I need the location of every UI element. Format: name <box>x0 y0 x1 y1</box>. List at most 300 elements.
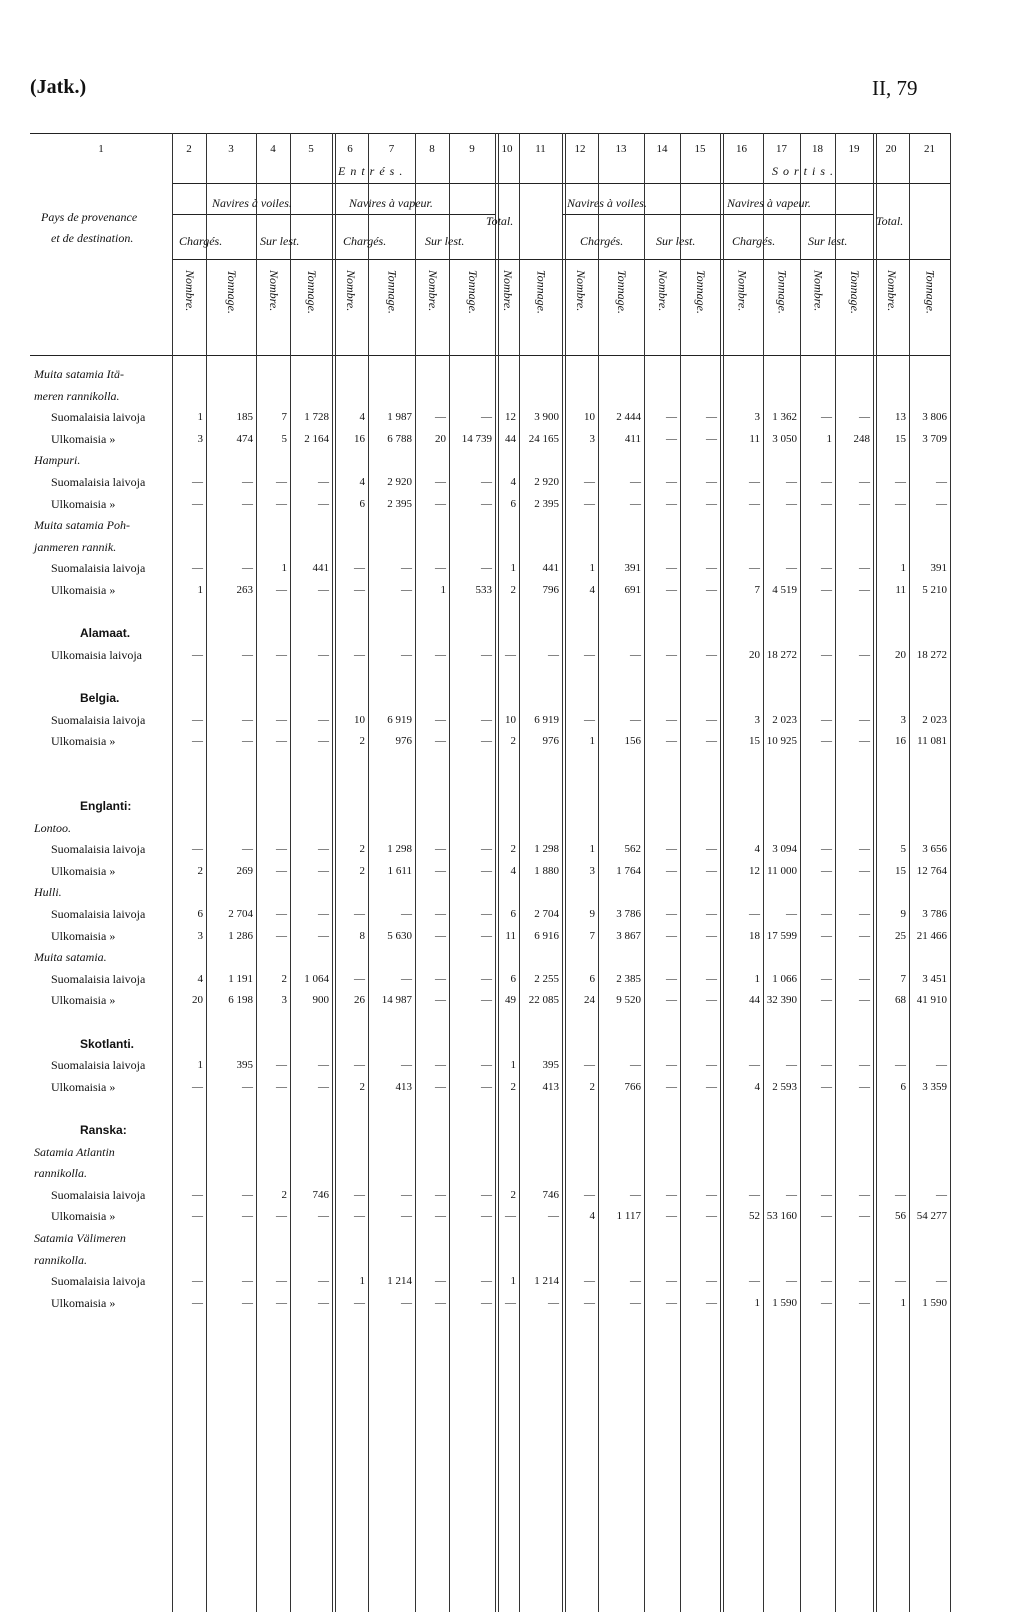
cell-col-10: 4 <box>510 864 516 877</box>
column-number-16: 16 <box>736 143 747 155</box>
section-subtitle: Satamia Välimeren <box>34 1231 126 1245</box>
cell-col-14: — <box>666 1188 677 1201</box>
rule-under-sub-in <box>172 214 495 215</box>
cell-col-6: 8 <box>359 929 365 942</box>
cell-col-16: 52 <box>749 1210 760 1223</box>
section-subtitle: Satamia Atlantin <box>34 1144 115 1159</box>
cell-col-16: — <box>749 1188 760 1201</box>
cell-col-11: 3 900 <box>534 411 559 424</box>
cell-col-19: — <box>859 497 870 510</box>
subgroup-sail-in: Navires à voiles. <box>212 196 292 210</box>
vertical-label-12: Tonnage. <box>615 270 629 314</box>
cell-col-5: — <box>318 735 329 748</box>
cell-col-18: — <box>821 908 832 920</box>
cell-col-7: — <box>401 908 412 920</box>
cell-col-7: 976 <box>395 735 412 748</box>
country-heading: Englanti: <box>80 799 132 813</box>
cell-col-5: — <box>318 1296 329 1309</box>
cell-col-7: 6 788 <box>387 432 412 445</box>
cell-col-7: — <box>401 1210 412 1223</box>
cell-col-7: 14 987 <box>381 994 412 1007</box>
cell-col-6: 16 <box>354 432 365 445</box>
cell-col-4: — <box>276 648 287 661</box>
cell-col-6: — <box>354 1210 365 1223</box>
cell-col-11: 2 920 <box>534 476 559 488</box>
cell-col-18: — <box>821 929 832 942</box>
cell-col-12: 1 <box>589 843 595 856</box>
label-sur-lest-1: Sur lest. <box>260 234 300 248</box>
label-sur-lest-3: Sur lest. <box>656 234 696 248</box>
label-sur-lest-2: Sur lest. <box>425 234 465 248</box>
cell-col-9: — <box>481 908 492 920</box>
cell-col-21: 21 466 <box>916 929 947 942</box>
cell-col-14: — <box>666 584 677 596</box>
cell-col-6: 26 <box>354 994 365 1007</box>
cell-col-2: — <box>192 1275 203 1288</box>
cell-col-17: 1 590 <box>772 1296 797 1309</box>
cell-col-15: — <box>706 562 717 575</box>
cell-col-12: — <box>584 1188 595 1201</box>
rule-under-groups <box>172 183 950 184</box>
cell-col-3: 185 <box>236 411 253 424</box>
subgroup-total-out: Total. <box>876 214 904 228</box>
cell-col-15: — <box>706 908 717 920</box>
row-label: Ulkomaisia » <box>51 734 116 749</box>
row-label: Ulkomaisia » <box>51 1209 116 1224</box>
cell-col-11: 976 <box>542 735 559 748</box>
cell-col-7: 1 214 <box>387 1275 412 1288</box>
cell-col-13: 156 <box>624 735 641 748</box>
cell-col-13: — <box>630 1296 641 1309</box>
cell-col-15: — <box>706 843 717 856</box>
cell-col-7: 1 611 <box>387 864 412 877</box>
rule-header-end <box>30 355 950 356</box>
cell-col-17: 18 272 <box>766 648 797 661</box>
cell-col-19: — <box>859 584 870 596</box>
cell-col-9: — <box>481 1296 492 1309</box>
row-label: Ulkomaisia » <box>51 583 116 597</box>
cell-col-17: 17 599 <box>766 929 797 942</box>
cell-col-17: 2 593 <box>772 1080 797 1093</box>
cell-col-2: 3 <box>197 432 203 445</box>
cell-col-17: 32 390 <box>766 994 797 1007</box>
cell-col-17: 11 000 <box>767 864 797 877</box>
cell-col-2: 1 <box>197 584 203 596</box>
cell-col-5: 2 164 <box>304 432 329 445</box>
cell-col-9: — <box>481 648 492 661</box>
cell-col-11: 1 298 <box>534 843 559 856</box>
country-heading: Alamaat. <box>80 626 131 641</box>
column-number-9: 9 <box>469 143 475 155</box>
cell-col-18: — <box>821 648 832 661</box>
vertical-label-2: Tonnage. <box>225 270 239 314</box>
cell-col-10: 6 <box>510 908 516 920</box>
cell-col-20: 7 <box>900 972 906 985</box>
cell-col-11: 24 165 <box>528 432 559 445</box>
cell-col-9: — <box>481 476 492 488</box>
cell-col-9: — <box>481 713 492 726</box>
cell-col-4: 2 <box>281 972 287 985</box>
cell-col-21: — <box>936 1059 947 1072</box>
row-label: Ulkomaisia » <box>51 496 116 511</box>
cell-col-10: 1 <box>510 1059 516 1072</box>
cell-col-10: 12 <box>505 411 516 424</box>
cell-col-19: — <box>859 1210 870 1223</box>
cell-col-6: 4 <box>359 476 365 488</box>
cell-col-15: — <box>706 929 717 942</box>
cell-col-5: 900 <box>312 994 329 1007</box>
cell-col-17: — <box>786 1275 797 1288</box>
col-rule-21 <box>950 133 951 1612</box>
row-label: Suomalaisia laivoja <box>51 1274 146 1289</box>
cell-col-3: — <box>242 713 253 726</box>
cell-col-2: 4 <box>197 972 203 985</box>
cell-col-15: — <box>706 972 717 985</box>
cell-col-8: — <box>435 994 446 1007</box>
cell-col-5: 746 <box>312 1188 329 1201</box>
cell-col-15: — <box>706 735 717 748</box>
cell-col-21: 18 272 <box>916 648 947 661</box>
cell-col-2: — <box>192 562 203 575</box>
label-charges-3: Chargés. <box>580 234 624 248</box>
cell-col-11: 413 <box>542 1080 559 1093</box>
vertical-label-17: Nombre. <box>811 270 826 312</box>
cell-col-4: — <box>276 476 287 488</box>
label-charges-4: Chargés. <box>732 234 776 248</box>
cell-col-20: 11 <box>895 584 906 596</box>
cell-col-13: — <box>630 1059 641 1072</box>
cell-col-21: 11 081 <box>917 735 947 748</box>
cell-col-12: 10 <box>584 411 595 424</box>
cell-col-11: 796 <box>542 584 559 596</box>
cell-col-12: 1 <box>589 735 595 748</box>
cell-col-9: — <box>481 994 492 1007</box>
rule-under-sub-out <box>562 214 873 215</box>
cell-col-5: — <box>318 1210 329 1223</box>
cell-col-2: 1 <box>197 411 203 424</box>
cell-col-4: — <box>276 1059 287 1072</box>
cell-col-7: 2 920 <box>387 476 412 488</box>
cell-col-20: 9 <box>900 908 906 920</box>
cell-col-3: — <box>242 735 253 748</box>
cell-col-2: — <box>192 713 203 726</box>
vertical-label-13: Nombre. <box>656 270 670 312</box>
cell-col-9: — <box>481 1188 492 1201</box>
cell-col-17: — <box>786 908 797 920</box>
cell-col-14: — <box>666 1210 677 1223</box>
cell-col-5: — <box>318 1059 329 1072</box>
cell-col-5: 1 064 <box>304 972 329 985</box>
cell-col-2: — <box>192 476 203 488</box>
cell-col-6: — <box>354 1188 365 1201</box>
cell-col-15: — <box>706 1210 717 1223</box>
cell-col-14: — <box>666 1275 677 1288</box>
cell-col-17: 3 094 <box>772 843 797 856</box>
cell-col-3: 395 <box>236 1059 253 1072</box>
cell-col-17: — <box>786 497 797 510</box>
cell-col-12: 9 <box>589 908 595 920</box>
cell-col-11: 6 916 <box>534 929 559 942</box>
label-charges-2: Chargés. <box>343 234 387 248</box>
cell-col-6: 2 <box>359 735 365 748</box>
cell-col-6: 1 <box>359 1275 365 1288</box>
column-number-12: 12 <box>574 143 586 155</box>
cell-col-18: — <box>821 972 832 985</box>
cell-col-17: — <box>786 1059 797 1072</box>
row-label: Suomalaisia laivoja <box>51 410 146 425</box>
cell-col-14: — <box>666 929 677 942</box>
cell-col-5: 1 728 <box>304 411 329 424</box>
cell-col-14: — <box>666 843 677 856</box>
cell-col-14: — <box>666 562 677 575</box>
cell-col-18: — <box>821 584 832 596</box>
column-number-1: 1 <box>98 143 104 155</box>
cell-col-10: — <box>505 1296 516 1309</box>
cell-col-8: — <box>435 476 446 488</box>
cell-col-4: 7 <box>281 411 287 424</box>
cell-col-18: — <box>821 1188 832 1201</box>
cell-col-16: 1 <box>754 972 760 985</box>
cell-col-16: — <box>749 497 760 510</box>
cell-col-6: — <box>354 1296 365 1309</box>
cell-col-15: — <box>706 864 717 877</box>
row-label-header-1: Pays de provenance <box>41 210 138 224</box>
cell-col-17: 10 925 <box>766 735 797 748</box>
cell-col-16: — <box>749 1059 760 1072</box>
cell-col-10: 4 <box>510 476 516 488</box>
column-number-21: 21 <box>924 143 935 155</box>
cell-col-10: 2 <box>510 1188 516 1201</box>
cell-col-15: — <box>706 1059 717 1072</box>
cell-col-8: — <box>435 648 446 661</box>
cell-col-4: — <box>276 843 287 856</box>
page-header-left: (Jatk.) <box>30 76 87 98</box>
cell-col-17: 53 160 <box>766 1210 797 1223</box>
vertical-label-1: Nombre. <box>183 270 197 312</box>
cell-col-21: — <box>936 1275 947 1288</box>
cell-col-9: — <box>481 735 492 748</box>
cell-col-6: 6 <box>359 497 365 510</box>
cell-col-2: — <box>192 843 203 856</box>
cell-col-10: 2 <box>510 1080 516 1093</box>
cell-col-8: — <box>435 497 446 510</box>
vertical-label-16: Tonnage. <box>775 270 790 314</box>
cell-col-11: 1 214 <box>534 1275 559 1288</box>
cell-col-7: — <box>401 1188 412 1201</box>
column-number-7: 7 <box>388 143 395 155</box>
cell-col-5: — <box>318 476 329 488</box>
row-label: Ulkomaisia laivoja <box>51 647 142 662</box>
cell-col-13: — <box>630 648 641 661</box>
vertical-label-9: Nombre. <box>501 270 515 312</box>
section-subtitle: Muita satamia Poh- <box>34 518 130 533</box>
cell-col-13: 3 786 <box>616 908 641 920</box>
cell-col-12: 4 <box>589 1210 595 1223</box>
cell-col-8: — <box>435 713 446 726</box>
column-number-15: 15 <box>694 143 706 155</box>
row-label-header-2: et de destination. <box>51 231 134 245</box>
vertical-label-15: Nombre. <box>735 270 750 312</box>
label-sur-lest-4: Sur lest. <box>808 234 848 248</box>
cell-col-5: — <box>318 1275 329 1288</box>
cell-col-11: — <box>548 1296 559 1309</box>
cell-col-13: 2 444 <box>616 411 641 424</box>
column-number-14: 14 <box>656 143 668 155</box>
cell-col-10: — <box>505 648 516 661</box>
cell-col-18: — <box>821 713 832 726</box>
cell-col-20: — <box>895 476 906 488</box>
cell-col-17: 2 023 <box>772 713 797 726</box>
cell-col-2: 2 <box>197 864 203 877</box>
cell-col-7: 1 298 <box>387 843 412 856</box>
cell-col-20: 20 <box>895 648 906 661</box>
cell-col-19: 248 <box>853 432 870 445</box>
cell-col-9: — <box>481 562 492 575</box>
cell-col-21: 1 590 <box>922 1296 947 1309</box>
cell-col-8: 1 <box>440 584 446 596</box>
cell-col-21: 5 210 <box>922 584 947 596</box>
cell-col-14: — <box>666 1080 677 1093</box>
row-label: Ulkomaisia » <box>51 1079 116 1094</box>
cell-col-14: — <box>666 972 677 985</box>
cell-col-3: 474 <box>236 432 253 445</box>
column-number-11: 11 <box>535 143 546 155</box>
cell-col-20: — <box>895 497 906 510</box>
label-charges-1: Chargés. <box>179 234 223 248</box>
cell-col-12: 4 <box>589 584 595 596</box>
cell-col-4: — <box>276 1296 287 1309</box>
cell-col-3: — <box>242 1080 253 1093</box>
cell-col-18: — <box>821 994 832 1007</box>
cell-col-20: — <box>895 1059 906 1072</box>
column-number-3: 3 <box>228 143 234 155</box>
cell-col-3: 263 <box>236 584 253 596</box>
cell-col-4: 5 <box>281 432 287 445</box>
cell-col-14: — <box>666 735 677 748</box>
cell-col-16: — <box>749 908 760 920</box>
cell-col-3: — <box>242 497 253 510</box>
cell-col-7: — <box>401 1059 412 1072</box>
cell-col-13: 691 <box>624 584 641 596</box>
cell-col-14: — <box>666 432 677 445</box>
cell-col-16: 15 <box>749 735 760 748</box>
cell-col-19: — <box>859 411 870 424</box>
cell-col-12: — <box>584 497 595 510</box>
cell-col-6: — <box>354 1059 365 1072</box>
row-label: Ulkomaisia » <box>51 863 116 878</box>
cell-col-9: 14 739 <box>461 432 492 445</box>
cell-col-9: — <box>481 843 492 856</box>
cell-col-4: 1 <box>281 562 287 575</box>
cell-col-17: — <box>786 1188 797 1201</box>
cell-col-19: — <box>859 1275 870 1288</box>
cell-col-9: — <box>481 411 492 424</box>
cell-col-6: 2 <box>359 1080 365 1093</box>
cell-col-3: 2 704 <box>228 908 253 920</box>
cell-col-2: 20 <box>192 994 203 1007</box>
cell-col-17: 1 362 <box>772 411 797 424</box>
cell-col-18: — <box>821 562 832 575</box>
section-subtitle: Hulli. <box>34 885 62 900</box>
vertical-label-19: Nombre. <box>885 270 899 312</box>
cell-col-5: — <box>318 843 329 856</box>
cell-col-12: — <box>584 713 595 726</box>
cell-col-10: — <box>505 1210 516 1223</box>
cell-col-15: — <box>706 1275 717 1288</box>
cell-col-2: 6 <box>197 908 203 920</box>
cell-col-12: — <box>584 1296 595 1309</box>
cell-col-8: — <box>435 735 446 748</box>
cell-col-16: 7 <box>754 584 760 596</box>
cell-col-10: 2 <box>510 584 516 596</box>
cell-col-15: — <box>706 1188 717 1201</box>
cell-col-21: — <box>936 497 947 510</box>
cell-col-14: — <box>666 497 677 510</box>
cell-col-3: 1 286 <box>228 929 253 942</box>
cell-col-8: — <box>435 972 446 985</box>
section-subtitle: janmeren rannik. <box>34 539 117 554</box>
cell-col-16: 1 <box>754 1296 760 1309</box>
cell-col-12: 2 <box>589 1080 595 1093</box>
cell-col-11: — <box>548 648 559 661</box>
column-number-10: 10 <box>501 143 513 155</box>
row-label: Ulkomaisia » <box>51 431 116 446</box>
cell-col-8: — <box>435 843 446 856</box>
cell-col-20: 1 <box>900 562 906 575</box>
cell-col-14: — <box>666 994 677 1007</box>
section-subtitle: rannikolla. <box>34 1166 87 1181</box>
cell-col-20: 3 <box>900 713 906 726</box>
cell-col-3: — <box>242 1210 253 1223</box>
cell-col-15: — <box>706 432 717 445</box>
cell-col-20: 5 <box>900 843 906 856</box>
cell-col-8: — <box>435 1188 446 1201</box>
cell-col-12: 3 <box>589 864 595 877</box>
cell-col-16: 3 <box>754 411 760 424</box>
cell-col-13: — <box>630 1188 641 1201</box>
cell-col-19: — <box>859 1059 870 1072</box>
cell-col-3: — <box>242 562 253 575</box>
cell-col-21: — <box>936 476 947 488</box>
cell-col-9: — <box>481 972 492 985</box>
row-label: Ulkomaisia » <box>51 1295 116 1310</box>
section-subtitle: Muita satamia Itä- <box>34 367 124 381</box>
cell-col-12: — <box>584 1059 595 1072</box>
vertical-label-5: Nombre. <box>344 270 358 312</box>
column-number-18: 18 <box>812 143 823 155</box>
country-heading: Ranska: <box>80 1123 127 1137</box>
cell-col-21: 3 786 <box>922 908 947 920</box>
cell-col-3: — <box>242 1188 253 1201</box>
cell-col-9: — <box>481 1210 492 1223</box>
cell-col-21: 391 <box>930 562 947 575</box>
cell-col-19: — <box>859 972 870 985</box>
cell-col-14: — <box>666 411 677 424</box>
cell-col-13: 1 764 <box>616 864 641 877</box>
cell-col-18: — <box>821 411 832 424</box>
cell-col-8: — <box>435 562 446 575</box>
cell-col-5: — <box>318 864 329 877</box>
cell-col-4: — <box>276 864 287 877</box>
cell-col-13: 411 <box>624 432 641 445</box>
cell-col-16: 18 <box>749 929 760 942</box>
cell-col-19: — <box>859 1296 870 1309</box>
cell-col-11: 746 <box>542 1188 559 1201</box>
cell-col-7: — <box>401 1296 412 1309</box>
cell-col-11: 1 880 <box>534 864 559 877</box>
cell-col-15: — <box>706 713 717 726</box>
cell-col-20: 56 <box>895 1210 906 1223</box>
